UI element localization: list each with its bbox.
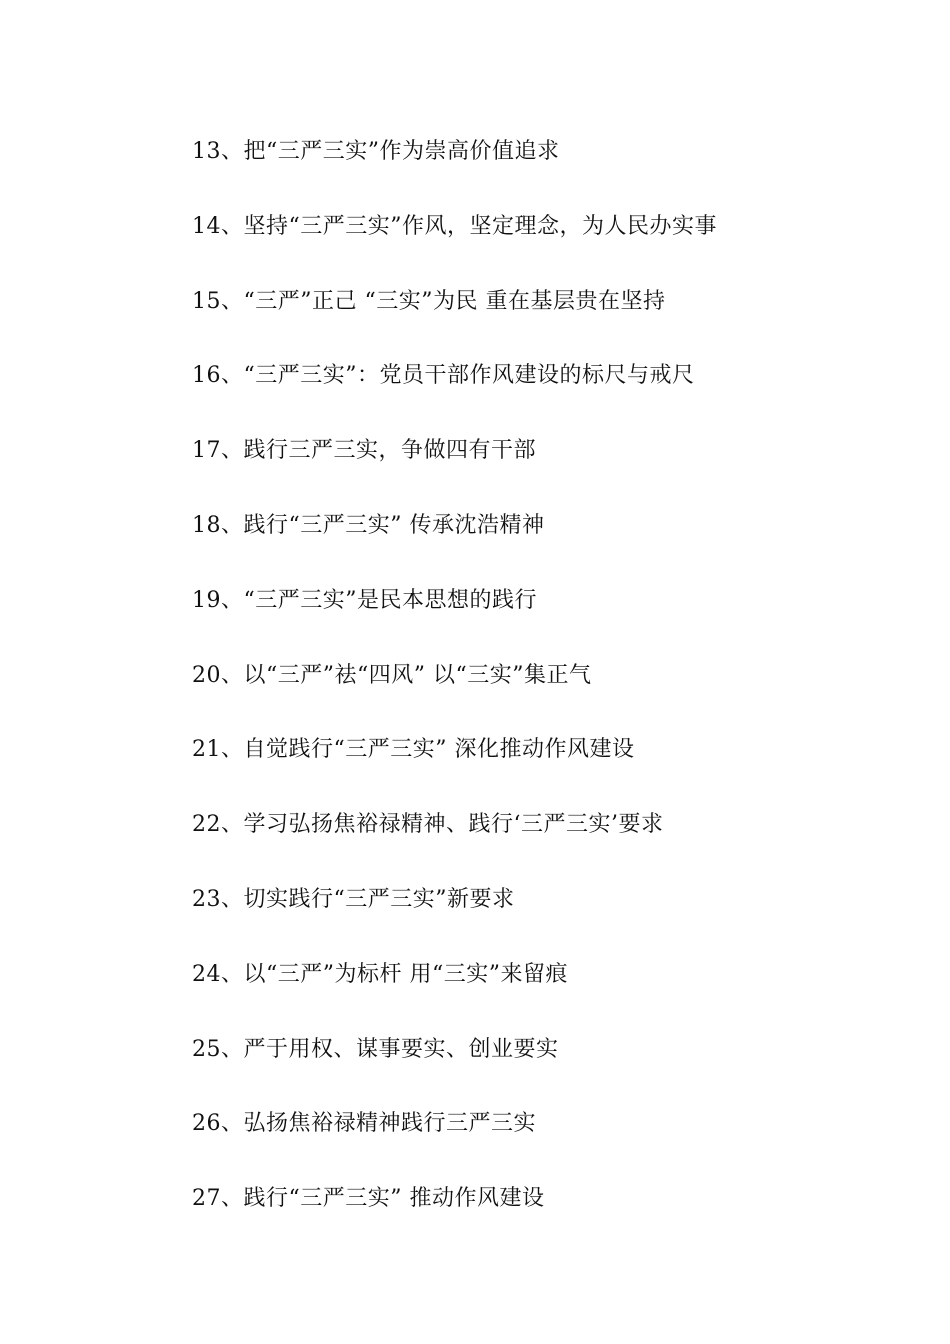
list-item: 22、学习弘扬焦裕禄精神、践行‘三严三实’要求: [192, 812, 664, 838]
list-item: 17、践行三严三实，争做四有干部: [192, 438, 536, 464]
list-item: 20、以“三严”祛“四风” 以“三实”集正气: [192, 662, 592, 688]
list-item: 15、“三严”正己 “三实”为民 重在基层贵在坚持: [192, 288, 666, 314]
title-list: [192, 133, 892, 1255]
list-item: 14、坚持“三严三实”作风，坚定理念，为人民办实事: [192, 213, 717, 239]
list-item: 24、以“三严”为标杆 用“三实”来留痕: [192, 961, 568, 987]
list-item: 21、自觉践行“三严三实” 深化推动作风建设: [192, 737, 635, 763]
list-item: 13、把“三严三实”作为崇高价值追求: [192, 139, 560, 164]
list-item: 23、切实践行“三严三实”新要求: [192, 886, 515, 912]
list-item: 27、践行“三严三实” 推动作风建设: [192, 1186, 545, 1212]
list-item: 16、“三严三实”：党员干部作风建设的标尺与戒尺: [192, 363, 695, 389]
list-item: 18、践行“三严三实” 传承沈浩精神: [192, 512, 545, 538]
list-item: 25、严于用权、谋事要实、创业要实: [192, 1036, 559, 1062]
list-item: 26、弘扬焦裕禄精神践行三严三实: [192, 1111, 536, 1137]
list-item: 19、“三严三实”是民本思想的践行: [192, 587, 537, 613]
